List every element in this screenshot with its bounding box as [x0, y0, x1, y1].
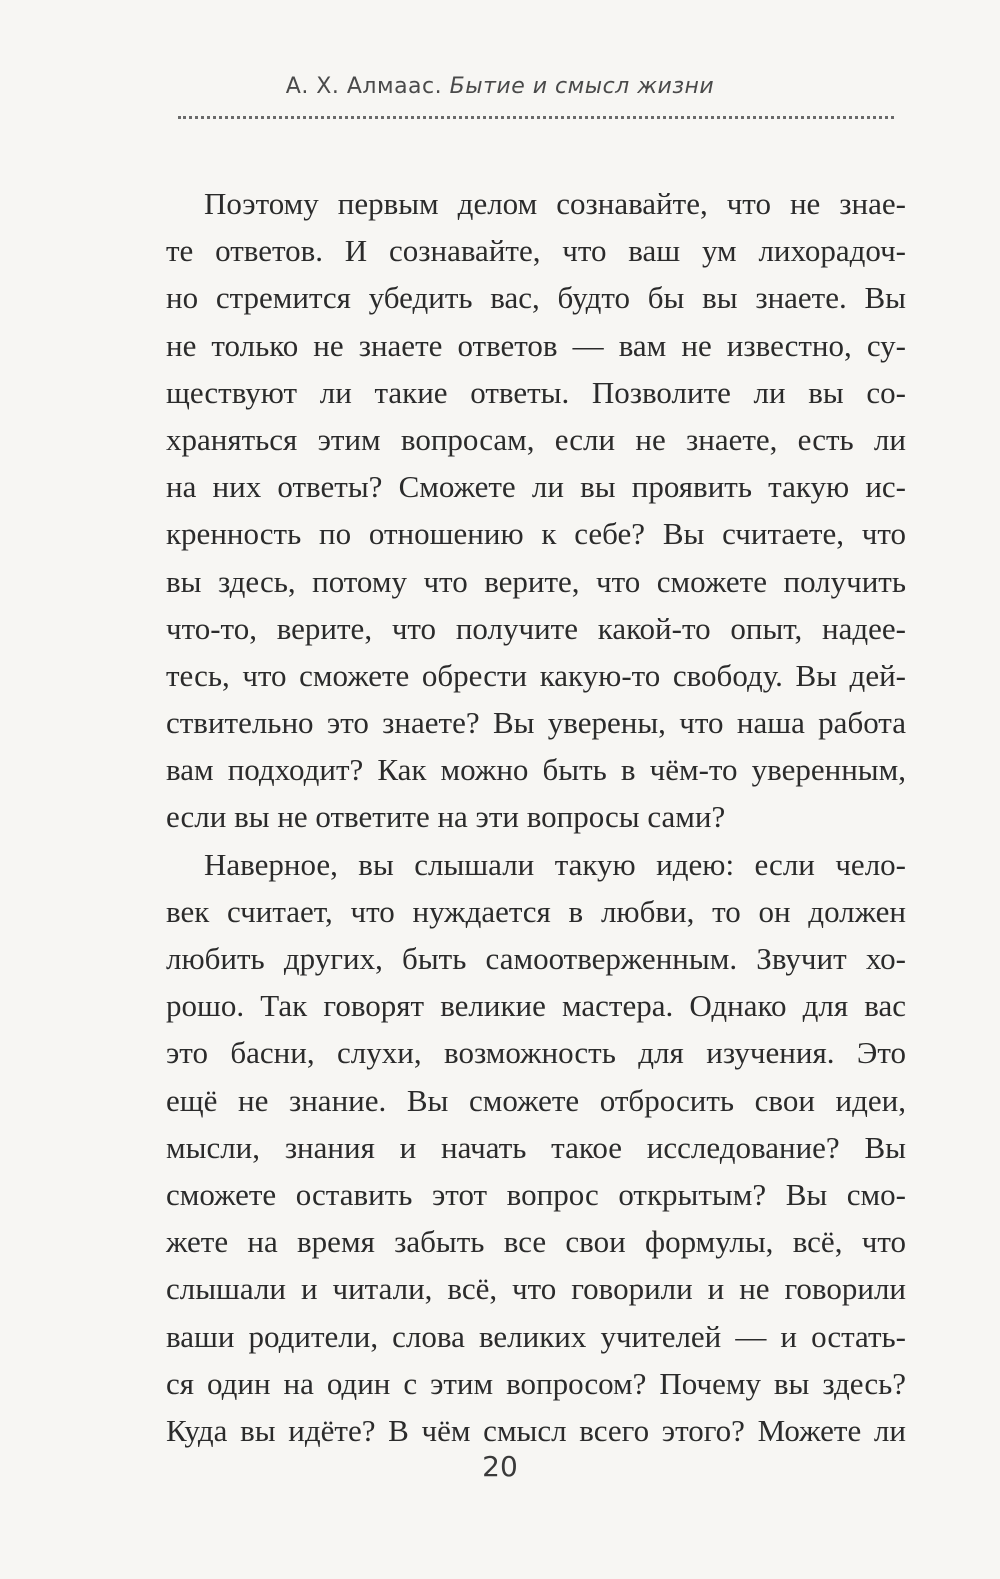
body-text [166, 180, 906, 1454]
paragraph-1 [166, 180, 906, 841]
text-line: век считает, что нуждается в любви, то он должен [166, 893, 906, 929]
text-line: рошо. Так говорят великие мастера. Однако для вас [166, 988, 906, 1024]
text-line: Куда вы идёте? В чём смысл всего этого? Можете ли [166, 1412, 906, 1448]
text-line: ствительно это знаете? Вы уверены, что наша работа [166, 705, 906, 741]
text-line: Поэтому первым делом сознавайте, что не знае- [204, 186, 906, 221]
paragraph-2 [166, 841, 906, 1454]
text-line: вам подходит? Как можно быть в чём-то уверенным, [166, 752, 906, 788]
text-line: кренность по отношению к себе? Вы считаете, что [166, 516, 906, 552]
text-line: ся один на один с этим вопросом? Почему вы здесь? [166, 1365, 906, 1401]
text-line: жете на время забыть все свои формулы, всё, что [166, 1224, 906, 1260]
text-line: но стремится убедить вас, будто бы вы знаете. Вы [166, 280, 906, 316]
text-line: храняться этим вопросам, если не знаете, есть ли [166, 421, 906, 457]
running-head [0, 74, 1000, 99]
text-line: не только не знаете ответов — вам не известно, су- [166, 327, 906, 363]
header-dotted-rule [178, 116, 894, 119]
text-line: те ответов. И сознавайте, что ваш ум лихорадоч- [166, 233, 906, 269]
text-line: мысли, знания и начать такое исследование? Вы [166, 1129, 906, 1165]
text-line: на них ответы? Сможете ли вы проявить такую ис- [166, 469, 906, 505]
running-head-book-title: Бытие и смысл жизни [449, 74, 715, 99]
running-head-author: А. Х. Алмаас. [285, 74, 443, 99]
text-line: слышали и читали, всё, что говорили и не говорили [166, 1271, 906, 1307]
text-line: что-то, верите, что получите какой-то опыт, надее- [166, 610, 906, 646]
text-line: сможете оставить этот вопрос открытым? Вы смо- [166, 1176, 906, 1212]
text-line: если вы не ответите на эти вопросы сами? [166, 799, 726, 835]
page-number: 20 [482, 1450, 518, 1483]
text-line: тесь, что сможете обрести какую-то свободу. Вы дей- [166, 657, 906, 693]
text-line: это басни, слухи, возможность для изучения. Это [166, 1035, 906, 1071]
text-line: ществуют ли такие ответы. Позволите ли вы со- [166, 374, 906, 410]
text-line: любить других, быть самоотверженным. Звучит хо- [166, 941, 906, 976]
text-line: ваши родители, слова великих учителей — и остать- [166, 1318, 906, 1354]
text-line: Наверное, вы слышали такую идею: если чело- [204, 846, 906, 882]
text-line: ещё не знание. Вы сможете отбросить свои идеи, [166, 1082, 906, 1118]
text-line: вы здесь, потому что верите, что сможете получить [166, 563, 906, 599]
